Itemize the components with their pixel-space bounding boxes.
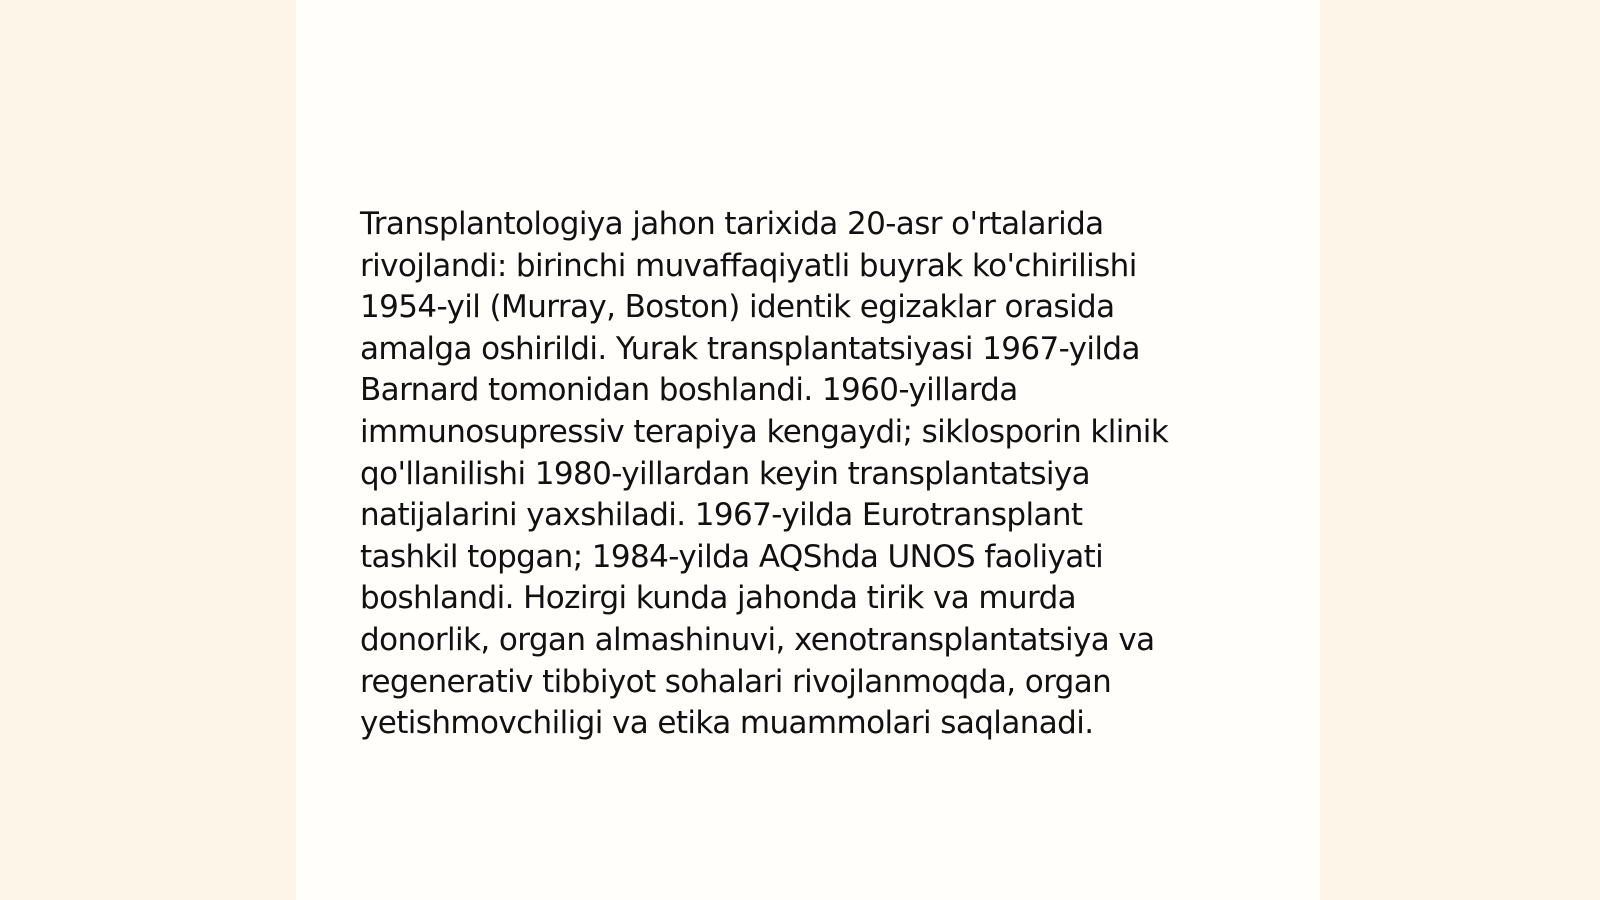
paragraph-line: qo'llanilishi 1980-yillardan keyin transplantatsiya xyxy=(360,455,1091,492)
paragraph-line: immunosupressiv terapiya kengaydi; siklosporin klinik xyxy=(360,413,1169,450)
paragraph-line: amalga oshirildi. Yurak transplantatsiyasi 1967-yilda xyxy=(360,330,1140,367)
paragraph-line: regenerativ tibbiyot sohalari rivojlanmoqda, organ xyxy=(360,663,1112,700)
paragraph-line: tashkil topgan; 1984-yilda AQShda UNOS faoliyati xyxy=(360,538,1104,575)
paragraph-line: Transplantologiya jahon tarixida 20-asr o'rtalarida xyxy=(360,206,1104,242)
document-sheet xyxy=(296,0,1320,900)
body-paragraph xyxy=(360,204,1260,745)
paragraph-line: Barnard tomonidan boshlandi. 1960-yillarda xyxy=(360,372,1018,409)
paragraph-line: yetishmovchiligi va etika muammolari saqlanadi. xyxy=(360,705,1094,742)
paragraph-line: donorlik, organ almashinuvi, xenotransplantatsiya va xyxy=(360,621,1155,658)
paragraph-line: natijalarini yaxshiladi. 1967-yilda Eurotransplant xyxy=(360,497,1083,534)
paragraph-line: 1954-yil (Murray, Boston) identik egizaklar orasida xyxy=(360,289,1115,326)
paragraph-line: rivojlandi: birinchi muvaffaqiyatli buyrak ko'chirilishi xyxy=(360,247,1137,284)
paragraph-line: boshlandi. Hozirgi kunda jahonda tirik va murda xyxy=(360,580,1077,617)
